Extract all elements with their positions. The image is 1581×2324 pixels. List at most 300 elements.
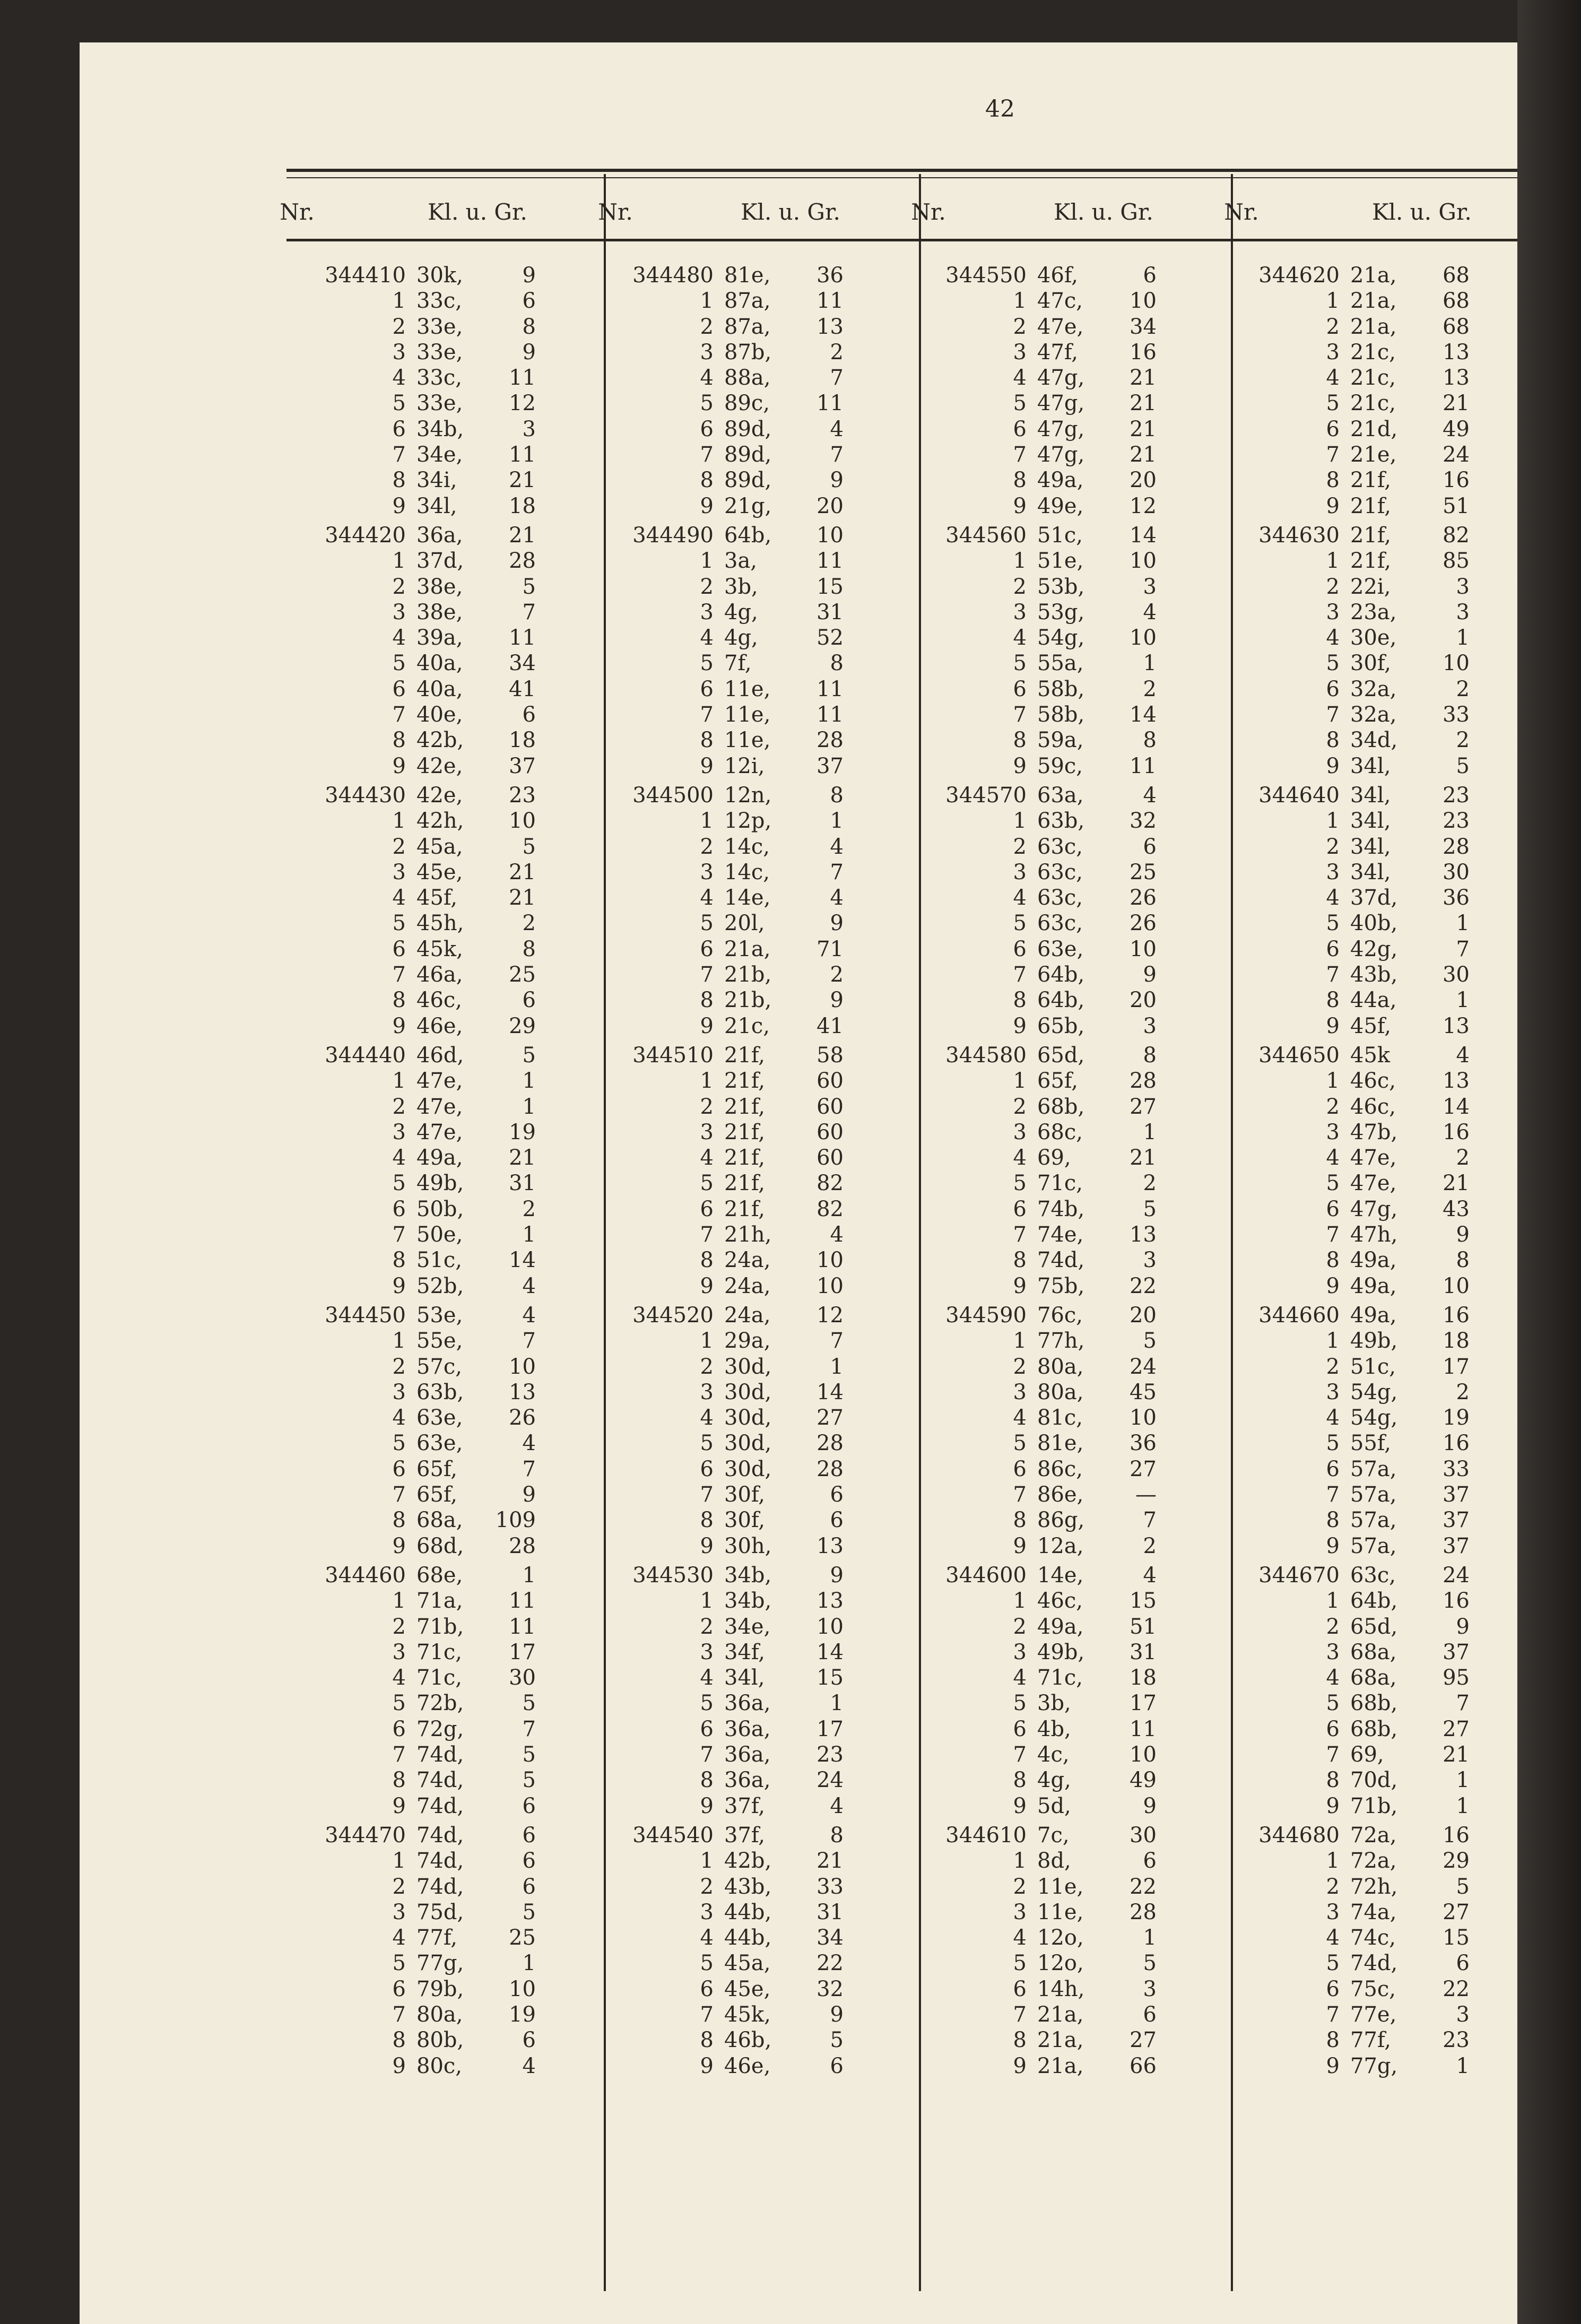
class-group: 57a, bbox=[1350, 1456, 1397, 1481]
count: 18 bbox=[1443, 1329, 1470, 1354]
class-group: 34l, bbox=[1350, 783, 1391, 808]
count: 16 bbox=[1443, 1120, 1470, 1144]
patent-number: 344620 bbox=[1258, 263, 1340, 288]
count: 31 bbox=[816, 600, 844, 625]
row-group bbox=[928, 1043, 1247, 1299]
patent-number: 5 bbox=[1013, 1431, 1027, 1456]
count: 3 bbox=[1456, 574, 1470, 599]
patent-number: 4 bbox=[700, 1666, 714, 1690]
table-row bbox=[1241, 263, 1560, 288]
table-row bbox=[1241, 2002, 1560, 2027]
table-row bbox=[308, 1145, 626, 1170]
table-row bbox=[928, 1043, 1247, 1068]
class-group: 54g, bbox=[1350, 1380, 1398, 1404]
class-group: 45a, bbox=[724, 1951, 771, 1976]
patent-number: 8 bbox=[700, 468, 714, 493]
class-group: 43b, bbox=[1350, 962, 1398, 987]
class-group: 47e, bbox=[1037, 314, 1084, 339]
class-group: 33c, bbox=[416, 289, 463, 314]
patent-number: 8 bbox=[700, 988, 714, 1013]
table-row bbox=[1241, 2027, 1560, 2053]
table-row bbox=[615, 1563, 934, 1588]
patent-number: 5 bbox=[1013, 651, 1027, 676]
count: 16 bbox=[1443, 1431, 1470, 1456]
class-group: 7f, bbox=[724, 651, 752, 676]
row-group bbox=[308, 1303, 626, 1559]
count: 13 bbox=[816, 1533, 844, 1558]
patent-number: 9 bbox=[1013, 2053, 1027, 2078]
patent-number: 2 bbox=[392, 1094, 406, 1119]
count: 27 bbox=[1130, 1456, 1157, 1481]
patent-number: 4 bbox=[1326, 1146, 1340, 1170]
row-group bbox=[308, 1823, 626, 2079]
table-row bbox=[928, 808, 1247, 834]
class-group: 50b, bbox=[416, 1196, 464, 1221]
count: 2 bbox=[522, 911, 536, 936]
patent-number: 4 bbox=[1326, 366, 1340, 391]
table-row bbox=[928, 677, 1247, 702]
row-group bbox=[308, 1563, 626, 1819]
table-row bbox=[308, 987, 626, 1013]
count: 1 bbox=[522, 1069, 536, 1094]
table-row bbox=[615, 314, 934, 340]
count: 3 bbox=[1456, 2002, 1470, 2027]
count: 2 bbox=[1456, 1146, 1470, 1170]
patent-number: 8 bbox=[1326, 988, 1340, 1013]
table-row bbox=[1241, 548, 1560, 574]
class-group: 40e, bbox=[416, 703, 463, 727]
table-row bbox=[928, 1094, 1247, 1120]
patent-number: 2 bbox=[700, 1614, 714, 1639]
class-group: 68d, bbox=[416, 1533, 464, 1558]
table-row bbox=[308, 1380, 626, 1405]
count: 20 bbox=[816, 493, 844, 518]
count: 10 bbox=[509, 1354, 536, 1379]
class-group: 4c, bbox=[1037, 1742, 1070, 1767]
class-group: 14e, bbox=[724, 886, 771, 910]
class-group: 30f, bbox=[724, 1482, 765, 1507]
table-row bbox=[615, 340, 934, 365]
row-group bbox=[615, 1303, 934, 1559]
patent-number: 8 bbox=[1013, 1508, 1027, 1533]
class-group: 45a, bbox=[416, 834, 463, 859]
patent-number: 4 bbox=[1326, 1926, 1340, 1950]
table-row bbox=[928, 834, 1247, 860]
class-group: 21h, bbox=[724, 1222, 772, 1247]
patent-number: 5 bbox=[1326, 911, 1340, 936]
count: 5 bbox=[522, 574, 536, 599]
class-group: 30d, bbox=[724, 1406, 772, 1430]
class-group: 47f, bbox=[1037, 340, 1078, 365]
patent-number: 5 bbox=[700, 1171, 714, 1196]
patent-number: 1 bbox=[700, 549, 714, 574]
row-group bbox=[615, 523, 934, 779]
count: 21 bbox=[509, 886, 536, 910]
patent-number: 3 bbox=[1326, 1120, 1340, 1144]
class-group: 75b, bbox=[1037, 1273, 1085, 1298]
count: 30 bbox=[1130, 1823, 1157, 1848]
patent-number: 9 bbox=[1013, 493, 1027, 518]
class-group: 71c, bbox=[416, 1666, 463, 1690]
patent-number: 2 bbox=[1326, 1354, 1340, 1379]
class-group: 38e, bbox=[416, 600, 463, 625]
count: 37 bbox=[509, 753, 536, 778]
count: 27 bbox=[1443, 1900, 1470, 1924]
class-group: 74b, bbox=[1037, 1196, 1085, 1221]
count: 10 bbox=[816, 1273, 844, 1298]
table-row bbox=[928, 1013, 1247, 1039]
class-group: 40b, bbox=[1350, 911, 1398, 936]
class-group: 86g, bbox=[1037, 1508, 1085, 1533]
count: 6 bbox=[830, 2053, 844, 2078]
table-row bbox=[308, 962, 626, 987]
count: 6 bbox=[1143, 834, 1157, 859]
class-group: 33e, bbox=[416, 314, 463, 339]
table-row bbox=[928, 1665, 1247, 1690]
row-group bbox=[615, 1823, 934, 2079]
class-group: 80a, bbox=[1037, 1354, 1084, 1379]
count: 9 bbox=[830, 2002, 844, 2027]
patent-number: 1 bbox=[1326, 549, 1340, 574]
class-group: 43b, bbox=[724, 1874, 772, 1899]
patent-number: 5 bbox=[700, 1691, 714, 1716]
table-row bbox=[615, 1170, 934, 1196]
patent-number: 2 bbox=[1326, 834, 1340, 859]
count: 14 bbox=[1443, 1094, 1470, 1119]
count: 6 bbox=[830, 1482, 844, 1507]
table-row bbox=[615, 1507, 934, 1533]
class-group: 14c, bbox=[724, 860, 770, 884]
header-kl-gr: Kl. u. Gr. bbox=[1054, 199, 1153, 225]
class-group: 33c, bbox=[416, 366, 463, 391]
class-group: 21f, bbox=[724, 1094, 765, 1119]
table-row bbox=[928, 263, 1247, 288]
table-row bbox=[308, 1767, 626, 1793]
count: 5 bbox=[1456, 1874, 1470, 1899]
patent-number: 344510 bbox=[632, 1043, 714, 1068]
class-group: 80a, bbox=[1037, 1380, 1084, 1404]
patent-number: 1 bbox=[1013, 289, 1027, 314]
patent-number: 8 bbox=[392, 2028, 406, 2053]
patent-number: 2 bbox=[1326, 314, 1340, 339]
table-row bbox=[928, 1068, 1247, 1094]
patent-number: 3 bbox=[1326, 600, 1340, 625]
class-group: 80b, bbox=[416, 2028, 464, 2053]
class-group: 37d, bbox=[416, 549, 464, 574]
class-group: 74d, bbox=[416, 1768, 464, 1793]
table-row bbox=[615, 651, 934, 676]
patent-number: 6 bbox=[392, 677, 406, 701]
count: 30 bbox=[1443, 860, 1470, 884]
table-row bbox=[308, 467, 626, 493]
class-group: 30h, bbox=[724, 1533, 772, 1558]
class-group: 30d, bbox=[724, 1431, 772, 1456]
patent-number: 8 bbox=[1326, 2028, 1340, 2053]
patent-number: 1 bbox=[700, 1069, 714, 1094]
table-row bbox=[928, 962, 1247, 987]
class-group: 72g, bbox=[416, 1716, 464, 1741]
class-group: 11e, bbox=[724, 728, 771, 753]
count: 4 bbox=[1143, 600, 1157, 625]
count: 11 bbox=[509, 1614, 536, 1639]
class-group: 55e, bbox=[416, 1329, 463, 1354]
class-group: 74e, bbox=[1037, 1222, 1084, 1247]
patent-number: 4 bbox=[700, 1406, 714, 1430]
table-row bbox=[308, 1690, 626, 1716]
patent-number: 6 bbox=[392, 1976, 406, 2001]
table-row bbox=[928, 523, 1247, 548]
patent-number: 4 bbox=[1326, 626, 1340, 651]
table-row bbox=[928, 1247, 1247, 1273]
class-group: 74c, bbox=[1350, 1926, 1396, 1950]
count: 8 bbox=[830, 783, 844, 808]
patent-number: 7 bbox=[1013, 1222, 1027, 1247]
patent-number: 4 bbox=[1013, 886, 1027, 910]
class-group: 29a, bbox=[724, 1329, 771, 1354]
row-group bbox=[928, 263, 1247, 519]
patent-number: 9 bbox=[1013, 1273, 1027, 1298]
count: 15 bbox=[816, 1666, 844, 1690]
count: 68 bbox=[1443, 314, 1470, 339]
table-row bbox=[308, 1094, 626, 1120]
class-group: 22i, bbox=[1350, 574, 1391, 599]
class-group: 21f, bbox=[724, 1171, 765, 1196]
class-group: 57a, bbox=[1350, 1482, 1397, 1507]
class-group: 51e, bbox=[1037, 549, 1084, 574]
table-row bbox=[308, 1328, 626, 1354]
patent-number: 9 bbox=[392, 753, 406, 778]
class-group: 47e, bbox=[416, 1120, 463, 1144]
patent-number: 6 bbox=[1326, 677, 1340, 701]
table-row bbox=[1241, 493, 1560, 519]
count: 10 bbox=[1130, 626, 1157, 651]
table-row bbox=[615, 1456, 934, 1482]
class-group: 57a, bbox=[1350, 1533, 1397, 1558]
count: 2 bbox=[1143, 1533, 1157, 1558]
patent-number: 6 bbox=[392, 1456, 406, 1481]
count: 8 bbox=[1456, 1248, 1470, 1273]
patent-number: 9 bbox=[392, 2053, 406, 2078]
table-row bbox=[615, 987, 934, 1013]
table-row bbox=[1241, 1043, 1560, 1068]
patent-number: 5 bbox=[392, 1431, 406, 1456]
table-row bbox=[308, 600, 626, 625]
patent-number: 7 bbox=[1326, 1742, 1340, 1767]
count: 6 bbox=[522, 1793, 536, 1818]
count: 9 bbox=[522, 263, 536, 288]
count: 1 bbox=[522, 1222, 536, 1247]
count: 9 bbox=[1456, 1222, 1470, 1247]
count: 28 bbox=[1130, 1069, 1157, 1094]
table-row bbox=[308, 2027, 626, 2053]
class-group: 46e, bbox=[724, 2053, 771, 2078]
class-group: 68a, bbox=[416, 1508, 463, 1533]
count: 26 bbox=[1130, 911, 1157, 936]
patent-number: 1 bbox=[392, 549, 406, 574]
table-row bbox=[928, 1533, 1247, 1559]
class-group: 4g, bbox=[1037, 1768, 1071, 1793]
table-row bbox=[1241, 1976, 1560, 2002]
class-group: 89c, bbox=[724, 391, 770, 416]
patent-number: 7 bbox=[1326, 1222, 1340, 1247]
class-group: 44b, bbox=[724, 1926, 772, 1950]
table-row bbox=[308, 1900, 626, 1925]
patent-number: 3 bbox=[700, 340, 714, 365]
count: 21 bbox=[509, 468, 536, 493]
count: 5 bbox=[522, 1691, 536, 1716]
patent-number: 3 bbox=[1326, 860, 1340, 884]
class-group: 71b, bbox=[1350, 1793, 1398, 1818]
count: 2 bbox=[522, 1196, 536, 1221]
class-group: 11e, bbox=[724, 703, 771, 727]
table-row bbox=[1241, 1273, 1560, 1299]
count: 6 bbox=[1456, 1951, 1470, 1976]
class-group: 65d, bbox=[1350, 1614, 1398, 1639]
patent-number: 344500 bbox=[632, 783, 714, 808]
count: 10 bbox=[1130, 1406, 1157, 1430]
table-row bbox=[1241, 1482, 1560, 1507]
patent-number: 3 bbox=[392, 600, 406, 625]
table-row bbox=[615, 1196, 934, 1222]
class-group: 30d, bbox=[724, 1380, 772, 1404]
patent-number: 9 bbox=[1326, 753, 1340, 778]
class-group: 64b, bbox=[724, 523, 772, 548]
class-group: 79b, bbox=[416, 1976, 464, 2001]
table-row bbox=[928, 1430, 1247, 1456]
table-row bbox=[308, 1068, 626, 1094]
table-row bbox=[1241, 1405, 1560, 1430]
class-group: 51c, bbox=[1350, 1354, 1396, 1379]
table-row bbox=[928, 702, 1247, 727]
count: 2 bbox=[1143, 677, 1157, 701]
table-row bbox=[1241, 1145, 1560, 1170]
table-row bbox=[615, 1430, 934, 1456]
table-row bbox=[928, 1456, 1247, 1482]
count: 4 bbox=[830, 417, 844, 441]
class-group: 12i, bbox=[724, 753, 765, 778]
count: 37 bbox=[816, 753, 844, 778]
patent-number: 8 bbox=[392, 1508, 406, 1533]
class-group: 58b, bbox=[1037, 703, 1085, 727]
patent-number: 344640 bbox=[1258, 783, 1340, 808]
patent-number: 8 bbox=[700, 1248, 714, 1273]
class-group: 46e, bbox=[416, 1013, 463, 1038]
header-rule bbox=[286, 239, 1549, 241]
count: 32 bbox=[1130, 809, 1157, 834]
patent-number: 3 bbox=[392, 1900, 406, 1924]
class-group: 52b, bbox=[416, 1273, 464, 1298]
class-group: 54g, bbox=[1037, 626, 1085, 651]
count: 11 bbox=[816, 703, 844, 727]
table-row bbox=[928, 783, 1247, 808]
patent-number: 2 bbox=[1326, 574, 1340, 599]
table-row bbox=[615, 1222, 934, 1247]
count: 19 bbox=[509, 1120, 536, 1144]
table-row bbox=[308, 1170, 626, 1196]
patent-number: 3 bbox=[700, 1380, 714, 1404]
patent-number: 344530 bbox=[632, 1563, 714, 1588]
patent-number: 1 bbox=[700, 809, 714, 834]
count: 7 bbox=[522, 1456, 536, 1481]
count: 6 bbox=[522, 2028, 536, 2053]
patent-number: 7 bbox=[1013, 1742, 1027, 1767]
table-row bbox=[308, 1482, 626, 1507]
row-group bbox=[1241, 1823, 1560, 2079]
patent-number: 344410 bbox=[325, 263, 406, 288]
count: 33 bbox=[816, 1874, 844, 1899]
table-row bbox=[308, 1430, 626, 1456]
class-group: 38e, bbox=[416, 574, 463, 599]
class-group: 63c, bbox=[1037, 834, 1083, 859]
count: 26 bbox=[509, 1406, 536, 1430]
count: 27 bbox=[1130, 2028, 1157, 2053]
count: 1 bbox=[522, 1094, 536, 1119]
class-group: 5d, bbox=[1037, 1793, 1071, 1818]
table-row bbox=[308, 1614, 626, 1640]
count: 16 bbox=[1130, 340, 1157, 365]
count: 29 bbox=[1443, 1849, 1470, 1874]
count: 6 bbox=[1143, 2002, 1157, 2027]
patent-number: 7 bbox=[1013, 443, 1027, 467]
count: 1 bbox=[1456, 1768, 1470, 1793]
table-row bbox=[308, 834, 626, 860]
patent-number: 8 bbox=[1013, 1248, 1027, 1273]
table-row bbox=[615, 442, 934, 467]
table-row bbox=[308, 1303, 626, 1328]
table-row bbox=[615, 493, 934, 519]
class-group: 36a, bbox=[724, 1716, 771, 1741]
class-group: 88a, bbox=[724, 366, 771, 391]
patent-number: 8 bbox=[700, 1508, 714, 1533]
count: 9 bbox=[1143, 962, 1157, 987]
count: 95 bbox=[1443, 1666, 1470, 1690]
count: 16 bbox=[1443, 1589, 1470, 1614]
class-group: 54g, bbox=[1350, 1406, 1398, 1430]
patent-number: 6 bbox=[1326, 1456, 1340, 1481]
class-group: 21a, bbox=[1350, 314, 1397, 339]
count: 16 bbox=[1443, 1303, 1470, 1328]
class-group: 49a, bbox=[1037, 468, 1084, 493]
patent-number: 1 bbox=[1326, 1069, 1340, 1094]
class-group: 47g, bbox=[1037, 366, 1085, 391]
count: 10 bbox=[1443, 651, 1470, 676]
class-group: 64b, bbox=[1037, 962, 1085, 987]
table-row bbox=[308, 1405, 626, 1430]
class-group: 21c, bbox=[1350, 391, 1396, 416]
count: 25 bbox=[509, 962, 536, 987]
count: 21 bbox=[1130, 1146, 1157, 1170]
class-group: 47g, bbox=[1037, 391, 1085, 416]
count: 7 bbox=[1456, 1691, 1470, 1716]
patent-number: 9 bbox=[700, 493, 714, 518]
count: 1 bbox=[522, 1951, 536, 1976]
table-row bbox=[615, 2002, 934, 2027]
table-row bbox=[928, 1690, 1247, 1716]
patent-number: 3 bbox=[700, 1640, 714, 1664]
table-row bbox=[308, 936, 626, 962]
count: 21 bbox=[1443, 1171, 1470, 1196]
patent-number: 6 bbox=[392, 1716, 406, 1741]
count: 6 bbox=[522, 1849, 536, 1874]
class-group: 63a, bbox=[1037, 783, 1084, 808]
class-group: 49b, bbox=[1037, 1640, 1085, 1664]
table-row bbox=[308, 1196, 626, 1222]
patent-number: 8 bbox=[392, 1248, 406, 1273]
class-group: 49a, bbox=[1350, 1273, 1397, 1298]
count: 4 bbox=[522, 1431, 536, 1456]
count: 3 bbox=[1143, 1013, 1157, 1038]
patent-number: 7 bbox=[392, 962, 406, 987]
